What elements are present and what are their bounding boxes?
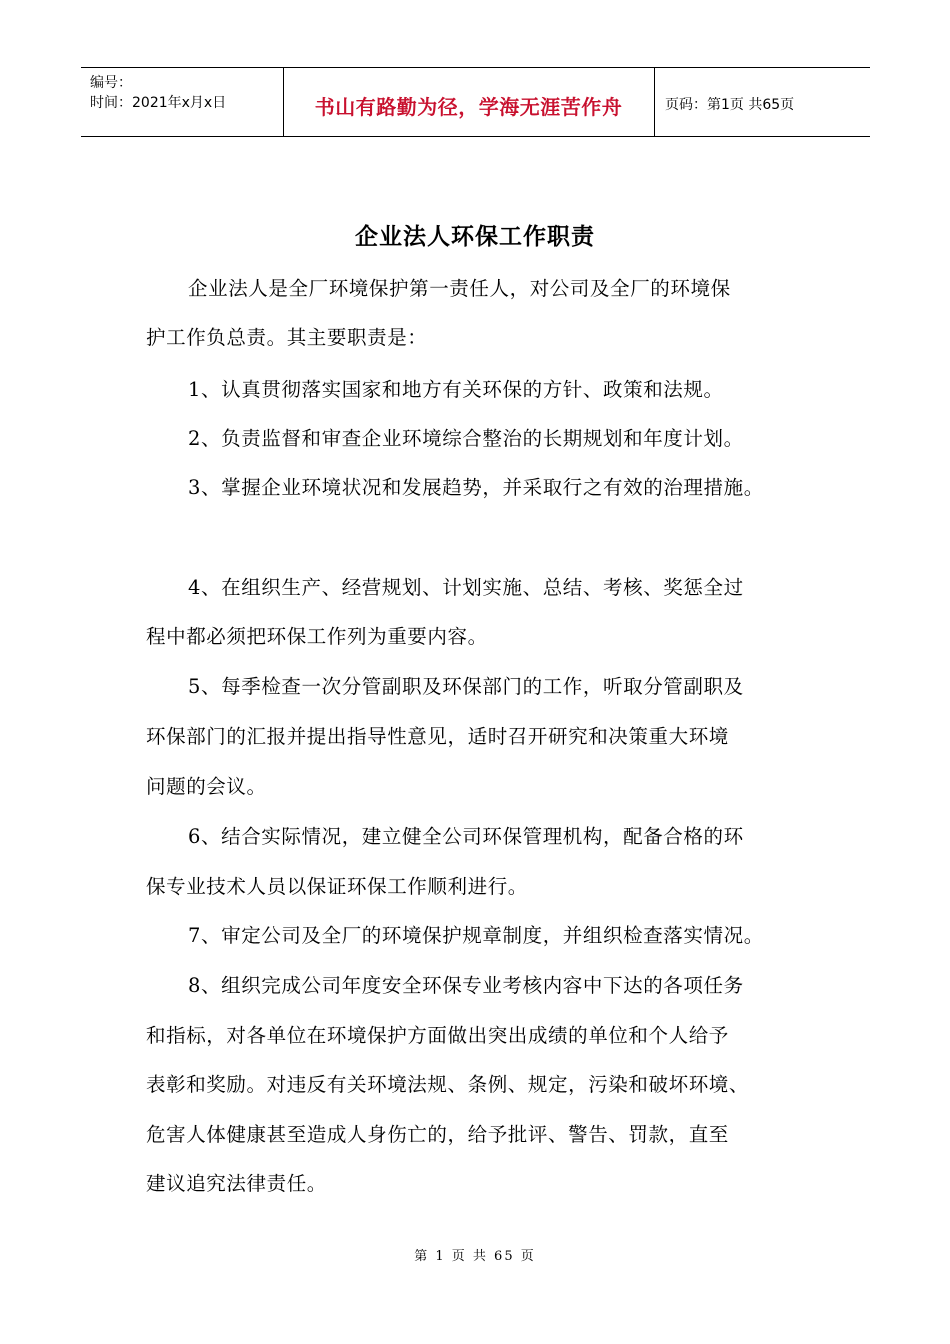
doc-time-label: 时间：2021年x月x日 (90, 95, 227, 111)
duty-1: 1、认真贯彻落实国家和地方有关环保的方针、政策和法规。 (188, 378, 724, 401)
page-header (81, 67, 870, 137)
header-right-cell (655, 68, 870, 136)
duty-7: 7、审定公司及全厂的环境保护规章制度，并组织检查落实情况。 (188, 924, 764, 947)
duty-2: 2、负责监督和审查企业环境综合整治的长期规划和年度计划。 (188, 427, 744, 450)
intro-line-1: 企业法人是全厂环境保护第一责任人，对公司及全厂的环境保 (188, 277, 731, 300)
duty-6-line-2: 保专业技术人员以保证环保工作顺利进行。 (146, 875, 528, 898)
duty-3: 3、掌握企业环境状况和发展趋势，并采取行之有效的治理措施。 (188, 476, 764, 499)
duty-8-line-2: 和指标，对各单位在环境保护方面做出突出成绩的单位和个人给予 (146, 1024, 729, 1047)
document-title: 企业法人环保工作职责 (355, 223, 595, 250)
duty-8-line-4: 危害人体健康甚至造成人身伤亡的，给予批评、警告、罚款，直至 (146, 1123, 729, 1146)
duty-8-line-3: 表彰和奖励。对违反有关环境法规、条例、规定，污染和破坏环境、 (146, 1073, 750, 1096)
duty-5-line-3: 问题的会议。 (146, 775, 267, 798)
doc-id-label: 编号： (90, 75, 132, 91)
duty-8-line-5: 建议追究法律责任。 (146, 1172, 327, 1195)
header-page-info: 页码：第1页 共65页 (665, 97, 795, 113)
duty-5-line-1: 5、每季检查一次分管副职及环保部门的工作，听取分管副职及 (188, 675, 744, 698)
duty-5-line-2: 环保部门的汇报并提出指导性意见，适时召开研究和决策重大环境 (146, 725, 729, 748)
duty-4-line-2: 程中都必须把环保工作列为重要内容。 (146, 625, 488, 648)
duty-6-line-1: 6、结合实际情况，建立健全公司环保管理机构，配备合格的环 (188, 825, 744, 848)
header-center-cell (283, 68, 655, 136)
duty-4-line-1: 4、在组织生产、经营规划、计划实施、总结、考核、奖惩全过 (188, 576, 744, 599)
duty-8-line-1: 8、组织完成公司年度安全环保专业考核内容中下达的各项任务 (188, 974, 744, 997)
header-motto: 书山有路勤为径，学海无涯苦作舟 (314, 95, 623, 119)
header-left-cell (81, 68, 284, 136)
page-footer: 第 1 页 共 65 页 (414, 1249, 536, 1264)
intro-line-2: 护工作负总责。其主要职责是： (146, 326, 428, 349)
